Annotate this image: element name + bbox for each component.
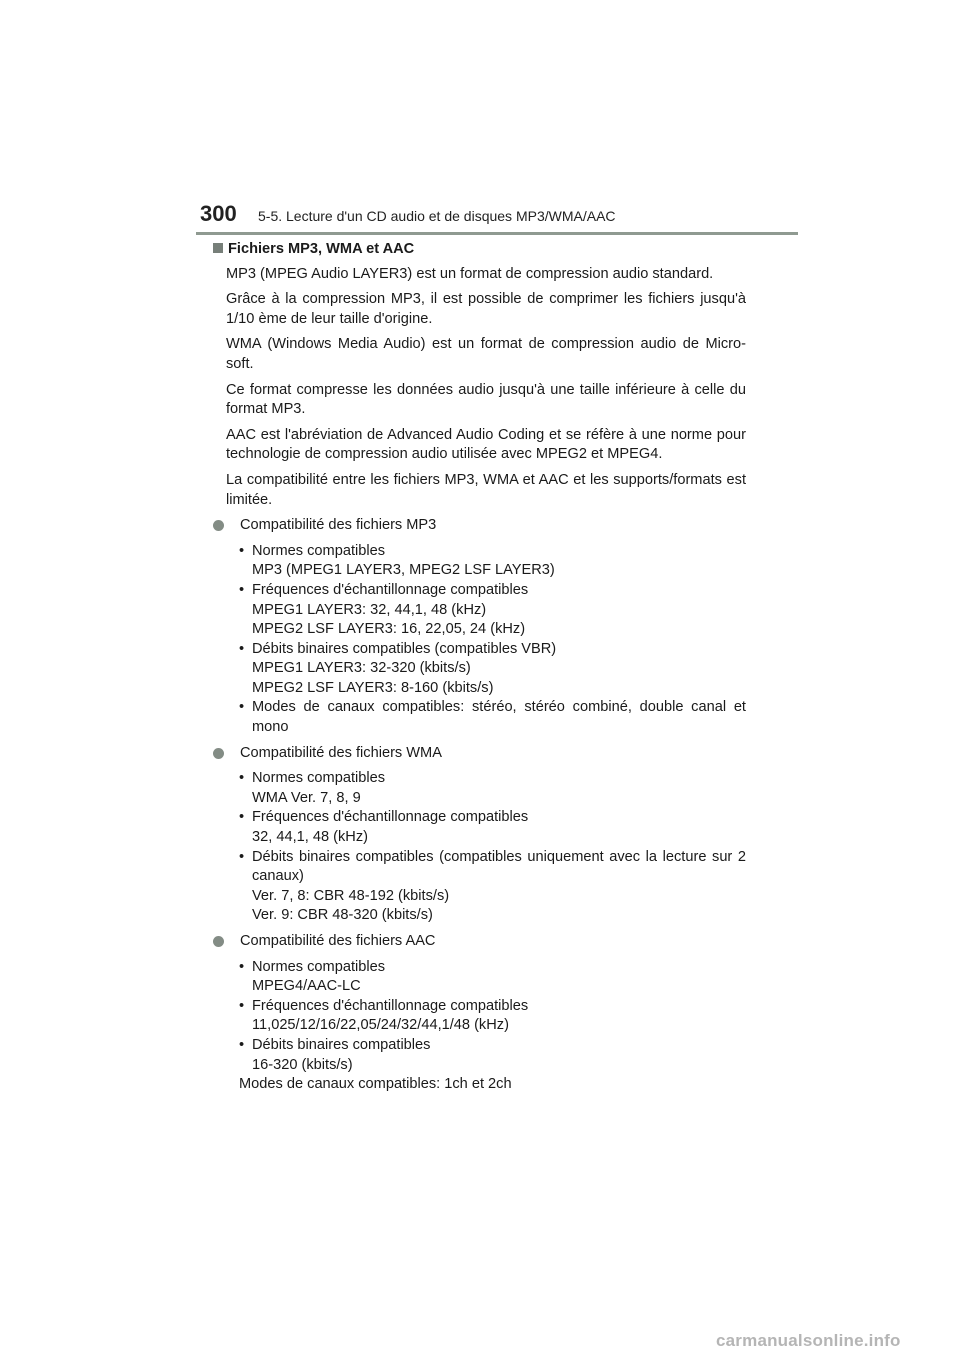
paragraph: AAC est l'abréviation de Advanced Audio Coding et se réfère à une norme pour technologie de compression audio utilisée avec MPEG2 et MPEG4. bbox=[226, 426, 746, 463]
paragraph: MP3 (MPEG Audio LAYER3) est un format de compression audio standard. bbox=[226, 265, 714, 282]
wma-compatibility bbox=[213, 744, 746, 764]
aac-compatibility-label: Compatibilité des fichiers AAC bbox=[240, 933, 436, 949]
page-number: 300 bbox=[200, 201, 237, 226]
paragraph: WMA (Windows Media Audio) est un format de compression audio de Micro-soft. bbox=[226, 336, 746, 372]
list-item-line: MP3 (MPEG1 LAYER3, MPEG2 LSF LAYER3) bbox=[252, 562, 555, 579]
list-item bbox=[239, 808, 746, 847]
list-item-line: 16-320 (kbits/s) bbox=[252, 1056, 353, 1073]
mp3-compatibility bbox=[213, 516, 746, 536]
paragraph: La compatibilité entre les fichiers MP3, WMA et AAC et les supports/formats est limitée. bbox=[226, 471, 746, 508]
wma-compatibility-label: Compatibilité des fichiers WMA bbox=[240, 744, 442, 761]
list-item bbox=[239, 640, 746, 699]
list-item bbox=[239, 542, 746, 581]
paragraph: Ce format compresse les données audio jusqu'à une taille inférieure à celle du format MP3. bbox=[226, 381, 746, 418]
list-item-line: MPEG2 LSF LAYER3: 8-160 (kbits/s) bbox=[252, 679, 494, 696]
running-head: 5-5. Lecture d'un CD audio et de disques MP3/WMA/AAC bbox=[258, 208, 616, 224]
list-item bbox=[239, 698, 746, 737]
header-rule bbox=[196, 232, 798, 235]
section-title bbox=[213, 240, 746, 260]
circle-bullet-icon bbox=[213, 748, 224, 759]
list-item-title: • Fréquences d'échantillonnage compatibles bbox=[252, 581, 529, 598]
list-item-title: • Normes compatibles bbox=[252, 958, 386, 975]
paragraph: Grâce à la compression MP3, il est possible de comprimer les fichiers jusqu'à 1/10 ème de leur taille d'origine. bbox=[226, 291, 746, 327]
list-item-title: • Modes de canaux compatibles: stéréo, stéréo combiné, double canal et mono bbox=[252, 699, 746, 736]
list-item-line: 32, 44,1, 48 (kHz) bbox=[252, 829, 368, 846]
aac-spec-list bbox=[213, 958, 746, 1076]
list-item bbox=[239, 848, 746, 926]
list-item-line: MPEG1 LAYER3: 32, 44,1, 48 (kHz) bbox=[252, 601, 487, 618]
list-item-line: 11,025/12/16/22,05/24/32/44,1/48 (kHz) bbox=[252, 1017, 509, 1034]
list-item bbox=[239, 997, 746, 1036]
mp3-compatibility-label: Compatibilité des fichiers MP3 bbox=[240, 517, 437, 534]
circle-bullet-icon bbox=[213, 936, 224, 947]
list-item-line: MPEG1 LAYER3: 32-320 (kbits/s) bbox=[252, 660, 471, 677]
list-item-line: Ver. 9: CBR 48-320 (kbits/s) bbox=[252, 907, 433, 924]
list-item bbox=[239, 958, 746, 997]
wma-spec-list bbox=[213, 769, 746, 926]
circle-bullet-icon bbox=[213, 520, 224, 531]
list-item bbox=[239, 1036, 746, 1075]
list-item-title: • Débits binaires compatibles (compatibles VBR) bbox=[252, 640, 557, 657]
list-item bbox=[239, 581, 746, 640]
list-item-title: • Débits binaires compatibles (compatibles uniquement avec la lecture sur 2 canaux) bbox=[252, 848, 746, 885]
list-item-line: Ver. 7, 8: CBR 48-192 (kbits/s) bbox=[252, 887, 450, 904]
list-item-title: • Normes compatibles bbox=[252, 770, 386, 787]
list-item-line: MPEG2 LSF LAYER3: 16, 22,05, 24 (kHz) bbox=[252, 621, 526, 638]
section-title-text: Fichiers MP3, WMA et AAC bbox=[228, 241, 415, 257]
list-item bbox=[239, 769, 746, 808]
list-item-line: WMA Ver. 7, 8, 9 bbox=[252, 789, 361, 806]
list-item-title: • Fréquences d'échantillonnage compatibles bbox=[252, 997, 529, 1014]
page-content bbox=[213, 240, 746, 1095]
list-item-title: • Normes compatibles bbox=[252, 542, 386, 559]
aac-channel-modes: Modes de canaux compatibles: 1ch et 2ch bbox=[239, 1076, 512, 1093]
mp3-spec-list bbox=[213, 542, 746, 738]
list-item-title: • Débits binaires compatibles bbox=[252, 1036, 431, 1053]
list-item-line: MPEG4/AAC-LC bbox=[252, 978, 361, 995]
watermark: carmanualsonline.info bbox=[716, 1331, 901, 1350]
square-bullet-icon bbox=[213, 243, 223, 253]
aac-compatibility bbox=[213, 932, 746, 952]
list-item-title: • Fréquences d'échantillonnage compatibles bbox=[252, 809, 529, 826]
